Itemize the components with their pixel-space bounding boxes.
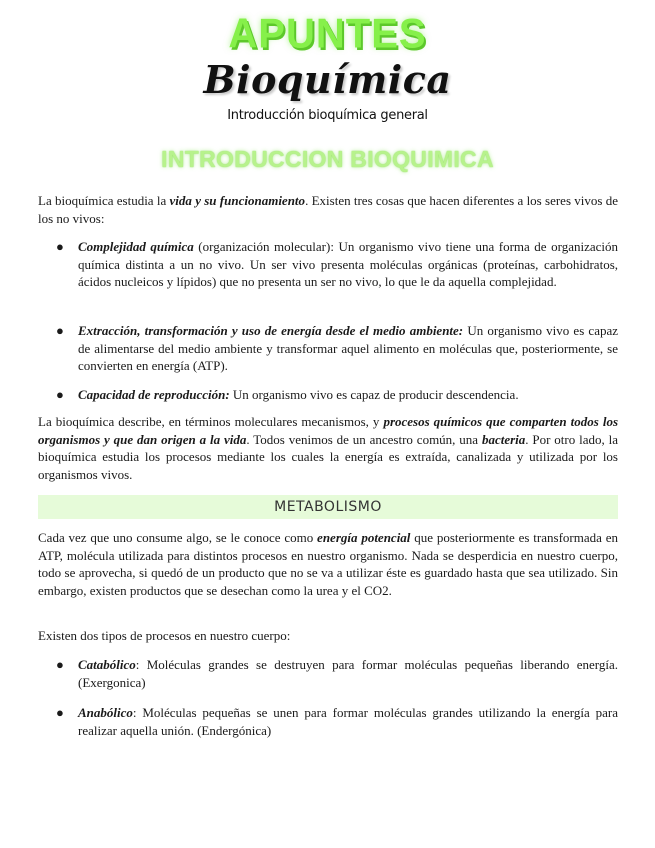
bullet-icon: ● bbox=[56, 705, 64, 720]
list-item-text: (organización molecular): Un organismo vivo tiene una forma de organización química distinta a un no vivo. Un ser vivo presenta moléculas orgánicas (proteínas, carbohidratos, ácidos nucleicos y lípidos) que no presenta un ser no vivo, lo que le da aquella complejidad. bbox=[78, 239, 618, 289]
list-item-term: Capacidad de reproducción: bbox=[78, 387, 230, 402]
bullet-icon: ● bbox=[56, 387, 64, 402]
list-item bbox=[56, 704, 618, 739]
apuntes-heading: APUNTES bbox=[228, 10, 427, 58]
paragraph-metabolismo bbox=[38, 529, 618, 599]
bullet-icon: ● bbox=[56, 657, 64, 672]
para2-text-end: . Por otro lado, la bioquímica estudia los procesos mediante los cuales la energía es extraída, canalizada y utilizada por los organismos vivos. bbox=[38, 431, 618, 482]
bullet-icon: ● bbox=[56, 239, 64, 254]
para2-emphasis: procesos químicos que comparten todos los organismos y que dan origen a la vida bbox=[38, 414, 618, 447]
list-item-text: Un organismo vivo es capaz de alimentarse del medio ambiente y transformar aquel alimento en moléculas que, posteriormente, se convierten en energía (ATP). bbox=[78, 323, 618, 373]
intro-text-end: . Existen tres cosas que hacen diferentes a los seres vivos de los no vivos: bbox=[38, 193, 619, 226]
bullet-icon: ● bbox=[56, 323, 64, 338]
list-item-term: Catabólico bbox=[78, 657, 136, 672]
list-item-text: : Moléculas pequeñas se unen para formar moléculas grandes utilizando la energía para realizar aquella unión. (Endergónica) bbox=[78, 705, 618, 738]
list-item-term: Anabólico bbox=[78, 705, 133, 720]
para2-emphasis-bacteria: bacteria bbox=[481, 431, 526, 447]
intro-emphasis: vida y su funcionamiento bbox=[169, 193, 306, 208]
intro-text-start: La bioquímica estudia la bbox=[38, 193, 170, 208]
list-item bbox=[56, 386, 618, 404]
paragraph-bioquimica bbox=[38, 413, 618, 483]
section-title: INTRODUCCION BIOQUIMICA bbox=[161, 146, 494, 172]
paragraph-procesos: Existen dos tipos de procesos en nuestro cuerpo: bbox=[38, 628, 291, 643]
para3-text-start: Cada vez que uno consume algo, se le conoce como bbox=[38, 530, 318, 545]
list-item bbox=[56, 656, 618, 691]
list-item-text: : Moléculas grandes se destruyen para formar moléculas pequeñas liberando energía. (Exergonica) bbox=[78, 657, 618, 690]
list-item-text: Un organismo vivo es capaz de producir descendencia. bbox=[229, 387, 519, 402]
para2-text-mid: . Todos venimos de un ancestro común, una bbox=[246, 431, 482, 447]
document-title: Bioquímica bbox=[203, 57, 452, 102]
para3-text-end: que posteriormente es transformada en ATP, molécula utilizada para distintos procesos en nuestro organismo. Nada se desperdicia en nuestro cuerpo, todo se aprovecha, si quedó de un producto que no se va a utilizar éste es guardado hasta que sea utilizado. Sin embargo, existen productos que se desechan como la urea y el CO2. bbox=[38, 530, 618, 598]
list-item-term: Complejidad química bbox=[78, 239, 194, 254]
document-subtitle: Introducción bioquímica general bbox=[227, 108, 428, 123]
para3-emphasis: energía potencial bbox=[317, 530, 411, 545]
metabolismo-heading: METABOLISMO bbox=[274, 499, 382, 515]
para2-text-start: La bioquímica describe, en términos moleculares mecanismos, y bbox=[38, 414, 384, 429]
list-item-term: Extracción, transformación y uso de energía desde el medio ambiente: bbox=[78, 323, 464, 338]
list-item bbox=[56, 238, 618, 291]
list-item bbox=[56, 322, 618, 375]
intro-paragraph bbox=[38, 192, 618, 227]
